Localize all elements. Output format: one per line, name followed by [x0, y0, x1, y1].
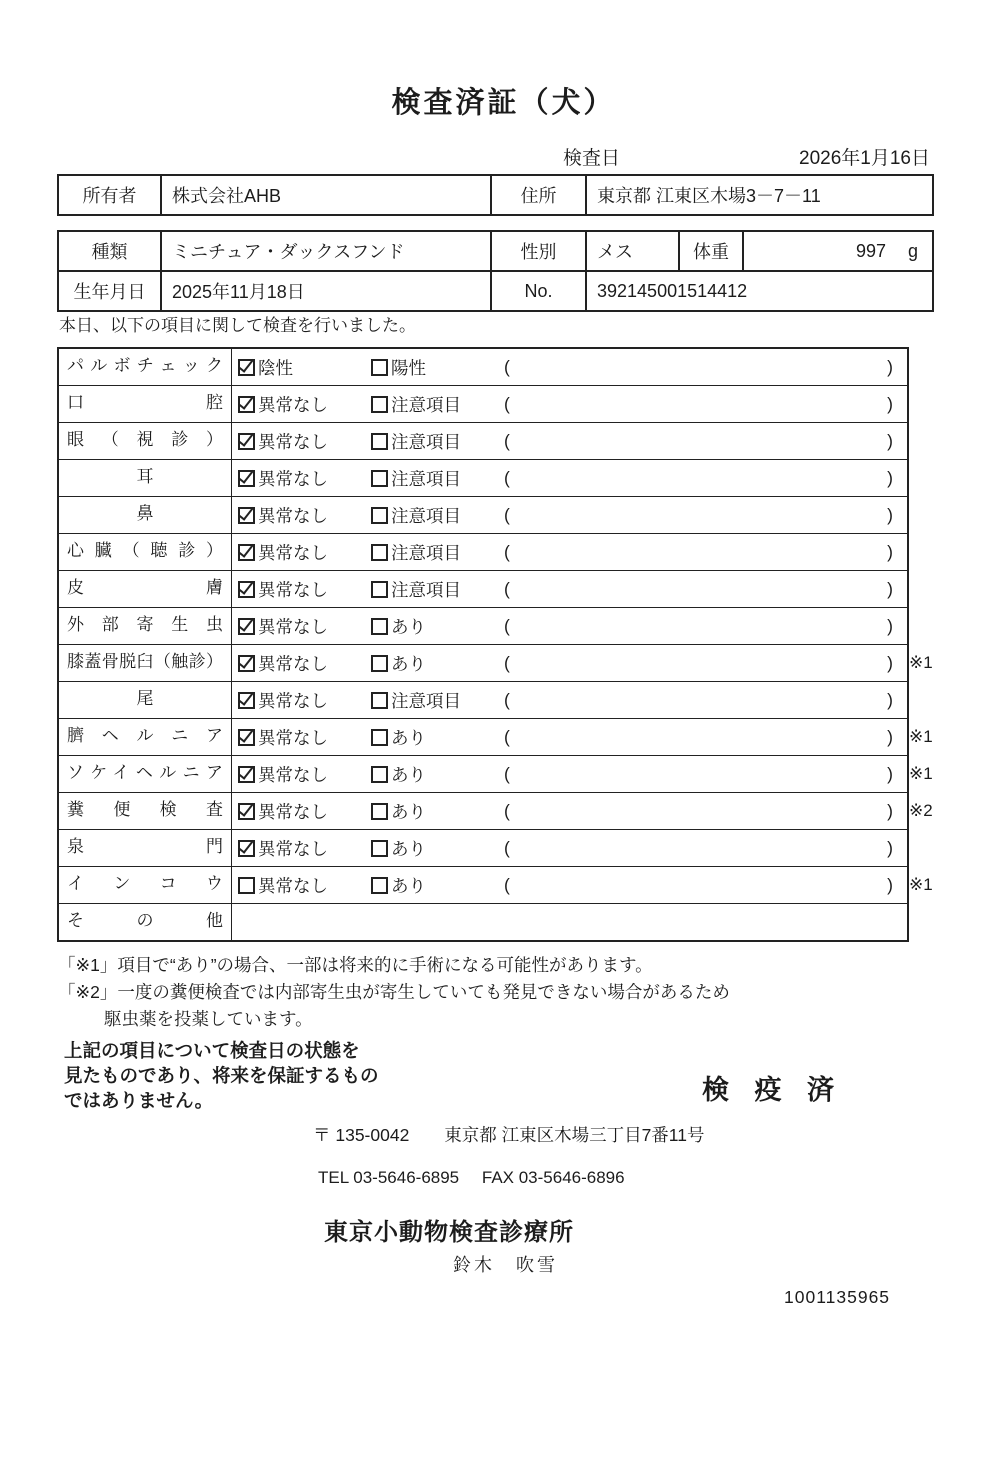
- pet-info-table: [57, 230, 934, 312]
- exam-option-label: 異常なし: [258, 875, 328, 896]
- disclaimer-line-1: 上記の項目について検査日の状態を: [64, 1040, 360, 1061]
- footnotes: [58, 952, 730, 1033]
- exam-option-label: 注意項目: [391, 579, 461, 600]
- exam-item-label: その他: [59, 904, 232, 940]
- exam-item-footnote-marker: ※1: [909, 653, 933, 672]
- address-value: 東京都 江東区木場3－7－11: [597, 186, 821, 206]
- exam-items-table: [57, 347, 933, 942]
- exam-item-row: [59, 681, 907, 718]
- result-paren-open: (: [504, 430, 510, 451]
- clinic-address: 東京都 江東区木場三丁目7番11号: [444, 1125, 705, 1145]
- exam-option: [238, 577, 371, 602]
- exam-option-label: 注意項目: [391, 468, 461, 489]
- exam-option: [238, 651, 371, 676]
- exam-item-content: [232, 497, 907, 533]
- weight-value-cell: [744, 232, 932, 270]
- exam-item-content: [232, 904, 907, 940]
- disclaimer-line-2: 見たものであり、将来を保証するもの: [64, 1065, 379, 1086]
- result-paren-open: (: [504, 800, 510, 821]
- exam-option: [371, 429, 504, 454]
- owner-label: 所有者: [59, 176, 162, 214]
- exam-item-label: 臍ヘルニア: [59, 719, 232, 755]
- exam-item-content: [232, 793, 907, 829]
- exam-option: [238, 873, 371, 898]
- result-paren-close: ): [887, 800, 893, 821]
- exam-option: [238, 799, 371, 824]
- exam-option: [371, 688, 504, 713]
- document-title: 検査済証（犬）: [391, 87, 616, 119]
- exam-option: [238, 762, 371, 787]
- result-paren-open: (: [504, 541, 510, 562]
- result-paren-open: (: [504, 726, 510, 747]
- checkbox-checked-icon: [238, 544, 255, 561]
- exam-item-content: [232, 386, 907, 422]
- exam-item-label: 眼（視診）: [59, 423, 232, 459]
- clinic-name: 東京小動物検査診療所: [324, 1219, 574, 1246]
- exam-item-row: [59, 718, 933, 755]
- birthdate-label: 生年月日: [59, 272, 162, 310]
- footnote-2: 「※2」一度の糞便検査では内部寄生虫が寄生していても発見できない場合があるため: [58, 982, 730, 1002]
- exam-item-label: 膝蓋骨脱臼（触診）: [59, 645, 232, 681]
- weight-value: 997: [855, 240, 886, 261]
- exam-option: [371, 762, 504, 787]
- disclaimer: [64, 1038, 379, 1113]
- exam-item-content: [232, 608, 907, 644]
- exam-option: [238, 725, 371, 750]
- checkbox-checked-icon: [238, 433, 255, 450]
- exam-item-content: [232, 349, 907, 385]
- exam-item-row: [59, 570, 907, 607]
- exam-option-label: 異常なし: [258, 616, 328, 637]
- owner-value: 株式会社AHB: [162, 176, 492, 214]
- exam-option: [371, 799, 504, 824]
- exam-item-footnote-marker: ※1: [909, 764, 933, 783]
- exam-option: [238, 429, 371, 454]
- result-paren-open: (: [504, 504, 510, 525]
- exam-option-label: 異常なし: [258, 394, 328, 415]
- checkbox-checked-icon: [238, 581, 255, 598]
- exam-option: [371, 392, 504, 417]
- exam-item-content: [232, 756, 907, 792]
- clinic-phone-row: [318, 1168, 625, 1188]
- exam-option-label: 異常なし: [258, 468, 328, 489]
- exam-item-content: [232, 830, 907, 866]
- owner-table: [57, 174, 934, 216]
- result-paren-open: (: [504, 689, 510, 710]
- checkbox-unchecked-icon: [371, 470, 388, 487]
- checkbox-unchecked-icon: [371, 618, 388, 635]
- exam-option-label: 異常なし: [258, 653, 328, 674]
- address-label: 住所: [492, 176, 587, 214]
- checkbox-unchecked-icon: [371, 803, 388, 820]
- exam-item-row: [59, 903, 907, 940]
- id-number-label: No.: [492, 272, 587, 310]
- checkbox-unchecked-icon: [371, 766, 388, 783]
- result-paren-close: ): [887, 652, 893, 673]
- result-paren-open: (: [504, 763, 510, 784]
- exam-item-row: [59, 792, 933, 829]
- exam-item-content: [232, 645, 907, 681]
- exam-item-row: [59, 644, 933, 681]
- exam-item-label: 糞便検査: [59, 793, 232, 829]
- exam-option: [371, 651, 504, 676]
- sex-value: メス: [587, 232, 680, 270]
- exam-option-label: あり: [391, 616, 426, 637]
- exam-item-content: [232, 682, 907, 718]
- veterinarian-name: 鈴木 吹雪: [453, 1255, 558, 1275]
- checkbox-checked-icon: [238, 729, 255, 746]
- quarantine-complete-stamp: 検 疫 済: [702, 1075, 844, 1105]
- result-paren-close: ): [887, 689, 893, 710]
- fax-number: FAX 03-5646-6896: [481, 1168, 625, 1187]
- exam-option-label: 異常なし: [258, 801, 328, 822]
- exam-item-content: [232, 571, 907, 607]
- exam-item-footnote-marker: ※1: [909, 875, 933, 894]
- exam-option-label: 注意項目: [391, 690, 461, 711]
- exam-item-content: [232, 460, 907, 496]
- result-paren-open: (: [504, 837, 510, 858]
- exam-item-label: 鼻: [59, 497, 232, 533]
- breed-value: ミニチュア・ダックスフンド: [162, 232, 492, 270]
- result-paren-close: ): [887, 874, 893, 895]
- checkbox-checked-icon: [238, 396, 255, 413]
- exam-item-content: [232, 534, 907, 570]
- exam-item-content: [232, 867, 907, 903]
- exam-item-row: [59, 385, 907, 422]
- result-paren-close: ): [887, 356, 893, 377]
- checkbox-unchecked-icon: [371, 877, 388, 894]
- exam-option-label: あり: [391, 801, 426, 822]
- exam-item-label: 外部寄生虫: [59, 608, 232, 644]
- exam-item-row: [59, 422, 907, 459]
- exam-option-label: 異常なし: [258, 727, 328, 748]
- checkbox-unchecked-icon: [371, 655, 388, 672]
- exam-option-label: あり: [391, 875, 426, 896]
- exam-option: [371, 355, 504, 380]
- result-paren-close: ): [887, 837, 893, 858]
- checkbox-checked-icon: [238, 359, 255, 376]
- exam-item-row: [59, 533, 907, 570]
- exam-item-label: 口腔: [59, 386, 232, 422]
- checkbox-unchecked-icon: [371, 692, 388, 709]
- result-paren-close: ): [887, 615, 893, 636]
- exam-item-footnote-marker: ※2: [909, 801, 933, 820]
- checkbox-checked-icon: [238, 692, 255, 709]
- exam-option-label: 注意項目: [391, 431, 461, 452]
- exam-item-row: [59, 459, 907, 496]
- exam-option: [238, 466, 371, 491]
- exam-option-label: 注意項目: [391, 542, 461, 563]
- exam-option: [371, 503, 504, 528]
- checkbox-checked-icon: [238, 766, 255, 783]
- exam-item-row: [59, 496, 907, 533]
- exam-item-content: [232, 423, 907, 459]
- checkbox-checked-icon: [238, 618, 255, 635]
- exam-option-label: 異常なし: [258, 505, 328, 526]
- intro-text: 本日、以下の項目に関して検査を行いました。: [59, 316, 416, 335]
- exam-option: [371, 577, 504, 602]
- result-paren-close: ): [887, 393, 893, 414]
- exam-option: [238, 688, 371, 713]
- checkbox-checked-icon: [238, 470, 255, 487]
- checkbox-checked-icon: [238, 507, 255, 524]
- exam-option-label: 異常なし: [258, 838, 328, 859]
- exam-item-label: 心臓（聴診）: [59, 534, 232, 570]
- exam-option-label: あり: [391, 727, 426, 748]
- exam-option: [238, 540, 371, 565]
- exam-item-row: [59, 607, 907, 644]
- exam-option-label: 異常なし: [258, 579, 328, 600]
- checkbox-checked-icon: [238, 803, 255, 820]
- exam-option-label: あり: [391, 653, 426, 674]
- exam-item-row: [59, 829, 907, 866]
- birthdate-row: [59, 270, 932, 310]
- exam-option-label: あり: [391, 838, 426, 859]
- exam-item-row: [59, 349, 907, 385]
- checkbox-unchecked-icon: [371, 507, 388, 524]
- breed-label: 種類: [59, 232, 162, 270]
- checkbox-unchecked-icon: [371, 840, 388, 857]
- tel-number: TEL 03-5646-6895: [318, 1168, 460, 1187]
- breed-row: [59, 232, 932, 270]
- exam-option: [238, 503, 371, 528]
- checkbox-unchecked-icon: [371, 544, 388, 561]
- checkbox-unchecked-icon: [371, 729, 388, 746]
- exam-item-label: インコウ: [59, 867, 232, 903]
- exam-option-label: 陰性: [258, 357, 293, 378]
- exam-option-label: 注意項目: [391, 505, 461, 526]
- exam-option: [371, 466, 504, 491]
- exam-option-label: あり: [391, 764, 426, 785]
- result-paren-open: (: [504, 615, 510, 636]
- exam-option: [371, 614, 504, 639]
- exam-option-label: 異常なし: [258, 431, 328, 452]
- footnote-1: 「※1」項目で“あり”の場合、一部は将来的に手術になる可能性があります。: [58, 955, 653, 975]
- exam-option: [238, 836, 371, 861]
- result-paren-close: ): [887, 467, 893, 488]
- exam-item-label: 耳: [59, 460, 232, 496]
- exam-option-label: 異常なし: [258, 764, 328, 785]
- owner-row: [59, 176, 932, 214]
- exam-option: [238, 614, 371, 639]
- exam-item-label: 皮膚: [59, 571, 232, 607]
- exam-item-row: [59, 866, 933, 903]
- result-paren-open: (: [504, 393, 510, 414]
- clinic-postal-row: [313, 1122, 704, 1147]
- exam-option-label: 注意項目: [391, 394, 461, 415]
- exam-item-label: ソケイヘルニア: [59, 756, 232, 792]
- result-paren-open: (: [504, 467, 510, 488]
- result-paren-close: ): [887, 541, 893, 562]
- weight-unit: g: [907, 240, 918, 261]
- checkbox-checked-icon: [238, 840, 255, 857]
- exam-date-row: [563, 143, 930, 170]
- exam-item-label: 泉門: [59, 830, 232, 866]
- disclaimer-line-3: ではありません。: [64, 1090, 214, 1111]
- checkbox-checked-icon: [238, 655, 255, 672]
- result-paren-open: (: [504, 356, 510, 377]
- checkbox-unchecked-icon: [371, 581, 388, 598]
- checkbox-unchecked-icon: [371, 359, 388, 376]
- result-paren-close: ): [887, 430, 893, 451]
- postal-code: 〒 135-0042: [313, 1125, 410, 1145]
- exam-item-footnote-marker: ※1: [909, 727, 933, 746]
- checkbox-unchecked-icon: [238, 877, 255, 894]
- exam-option-label: 異常なし: [258, 690, 328, 711]
- exam-option-label: 異常なし: [258, 542, 328, 563]
- exam-item-label: パルボチェック: [59, 349, 232, 385]
- exam-option: [371, 725, 504, 750]
- id-number-value: 392145001514412: [597, 280, 748, 301]
- exam-item-content: [232, 719, 907, 755]
- result-paren-close: ): [887, 726, 893, 747]
- exam-item-row: [59, 755, 933, 792]
- weight-label: 体重: [680, 232, 744, 270]
- exam-option: [371, 836, 504, 861]
- footnote-2-continued: 駆虫薬を投薬しています。: [104, 1009, 313, 1029]
- result-paren-open: (: [504, 874, 510, 895]
- checkbox-unchecked-icon: [371, 396, 388, 413]
- birthdate-value: 2025年11月18日: [162, 272, 492, 310]
- exam-date-label: 検査日: [563, 148, 621, 169]
- exam-option: [371, 540, 504, 565]
- exam-option: [238, 355, 371, 380]
- result-paren-close: ): [887, 763, 893, 784]
- exam-item-label: 尾: [59, 682, 232, 718]
- result-paren-open: (: [504, 578, 510, 599]
- exam-option: [371, 873, 504, 898]
- sex-label: 性別: [492, 232, 587, 270]
- exam-option-label: 陽性: [391, 357, 426, 378]
- exam-date-value: 2026年1月16日: [799, 148, 930, 169]
- result-paren-close: ): [887, 504, 893, 525]
- exam-option: [238, 392, 371, 417]
- checkbox-unchecked-icon: [371, 433, 388, 450]
- document-number: 1001135965: [784, 1287, 891, 1307]
- result-paren-close: ): [887, 578, 893, 599]
- result-paren-open: (: [504, 652, 510, 673]
